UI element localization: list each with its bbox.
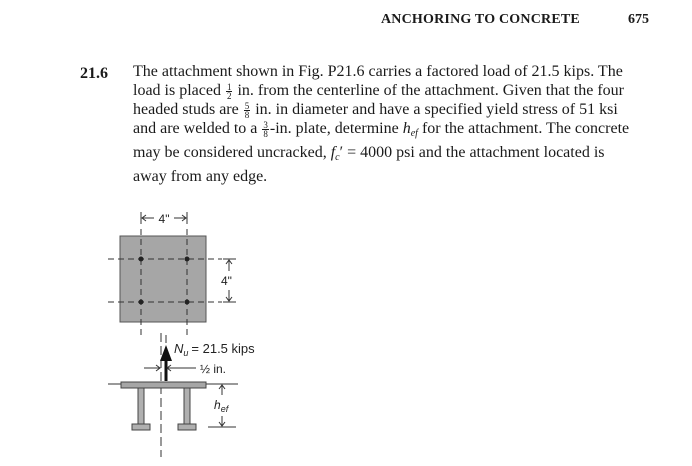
load-arrow-icon (160, 345, 172, 381)
hef-label: $h_{ef}$ (214, 398, 229, 414)
problem-line-3: headed studs are $\frac{5}{8}$ in. in diameter and have a specified yield stress of 51 ksi (133, 100, 618, 120)
attachment-plate-elevation (121, 382, 206, 388)
attachment-plate-plan (120, 236, 206, 322)
problem-line-5: may be considered uncracked, $f_c' = 4000$ psi and the attachment located is (133, 144, 605, 163)
eccentricity-dimension (144, 365, 196, 371)
problem-line-2: load is placed $\frac{1}{2}$ in. from the centerline of the attachment. Given that the four (133, 81, 624, 101)
fraction-three-eighths: $\frac{3}{8}$ (263, 119, 268, 139)
eccentricity-label: ½ in. (200, 362, 227, 376)
problem-line-4: and are welded to a $\frac{3}{8}$ -in. plate, determine $h_{ef}$ for the attachment. The concrete (133, 119, 630, 139)
problem-number: 21.6 (80, 65, 108, 82)
fraction-one-half: $\frac{1}{2}$ (226, 81, 232, 101)
top-dimension-label: 4" (158, 212, 170, 226)
page-number: 675 (628, 12, 649, 27)
figure-p21-6 (100, 205, 320, 460)
headed-studs (132, 388, 196, 430)
load-label: $N_u = 21.5$ kips (174, 341, 255, 358)
side-dimension-label: 4" (221, 274, 232, 288)
problem-line-6: away from any edge. (133, 168, 268, 185)
running-title: ANCHORING TO CONCRETE (381, 12, 580, 27)
page-header (0, 12, 692, 32)
problem-line-1: The attachment shown in Fig. P21.6 carries a factored load of 21.5 kips. The (133, 63, 623, 80)
fraction-five-eighths: $\frac{5}{8}$ (244, 100, 250, 120)
problem-statement (133, 62, 653, 186)
